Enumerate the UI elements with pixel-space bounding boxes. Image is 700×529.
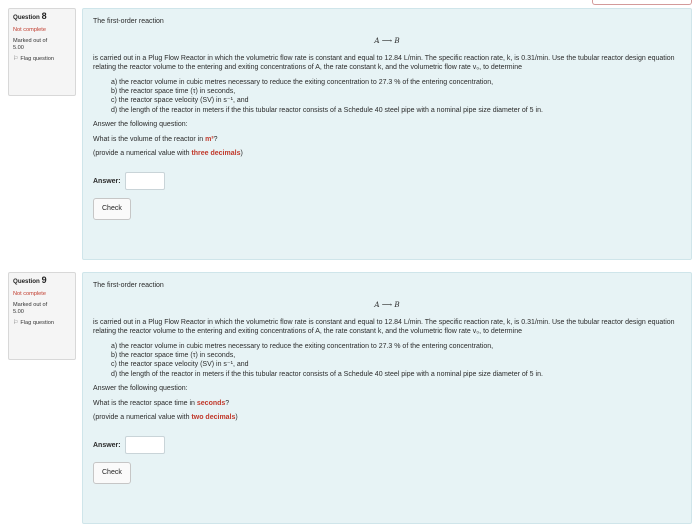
question-content (82, 272, 692, 524)
answer-label: Answer: (93, 441, 121, 449)
precision-note-emphasis: two decimals (191, 414, 236, 422)
precision-note (93, 149, 681, 158)
question-prompt (93, 135, 681, 144)
question-info (8, 272, 76, 360)
task-item: b) the reactor space time (τ) in seconds, (111, 88, 236, 96)
question-status: Not complete (13, 291, 46, 297)
question-prompt-end: ? (213, 135, 218, 143)
precision-note-text: (provide a numerical value with (93, 150, 192, 158)
flag-question-label: Flag question (20, 320, 54, 326)
question-prompt-text: What is the volume of the reactor in (93, 135, 206, 143)
marks-value: 5.00 (13, 309, 24, 315)
reaction-equation: A ⟶ B (374, 36, 400, 46)
task-item: c) the reactor space velocity (SV) in s⁻¹, and (111, 361, 249, 369)
precision-note-end: ) (235, 414, 238, 422)
answer-row (93, 436, 681, 454)
task-item: d) the length of the reactor in meters if the this tubular reactor consists of a Schedule 40 steel pipe with a nominal pipe size diameter of 5 in. (111, 106, 543, 114)
question-prompt-end: ? (225, 399, 230, 407)
answer-input[interactable] (125, 172, 165, 190)
top-edge-box (592, 0, 692, 5)
task-list (93, 78, 681, 116)
task-list (93, 342, 681, 380)
question-prompt-unit: seconds (196, 399, 226, 407)
marked-out-of-label: Marked out of (13, 302, 48, 308)
question-block (8, 8, 692, 260)
flag-icon: ⚐ (13, 56, 19, 62)
precision-note-end: ) (240, 150, 243, 158)
flag-icon: ⚐ (13, 320, 19, 326)
check-button[interactable]: Check (93, 462, 131, 483)
question-number-prefix: Question (13, 14, 40, 21)
question-marks (13, 302, 71, 316)
question-number-value: 8 (41, 11, 47, 21)
flag-question-link[interactable] (13, 56, 71, 63)
flag-question-link[interactable] (13, 320, 71, 327)
question-content (82, 8, 692, 260)
question-prompt (93, 399, 681, 408)
followup-text: Answer the following question: (93, 121, 188, 129)
task-item: a) the reactor volume in cubic metres necessary to reduce the exiting concentration to 27.3 % of the entering concentration, (111, 78, 494, 86)
flag-question-label: Flag question (20, 56, 54, 62)
answer-row (93, 172, 681, 190)
question-intro: The first-order reaction (93, 282, 164, 289)
answer-input[interactable] (125, 436, 165, 454)
followup-text: Answer the following question: (93, 385, 188, 393)
question-prompt-text: What is the reactor space time in (93, 399, 197, 407)
question-info (8, 8, 76, 96)
marks-value: 5.00 (13, 45, 24, 51)
question-description: is carried out in a Plug Flow Reactor in which the volumetric flow rate is constant and equal to 12.84 L/min. The specific reaction rate, k, is 0.31/min. Use the tubular reactor design equation relating the reactor volume to the entering and exiting concentrations of A, the rate constant k, and the volumetric flow rate v₀, to determine (93, 54, 675, 72)
question-intro: The first-order reaction (93, 18, 164, 25)
task-item: c) the reactor space velocity (SV) in s⁻¹, and (111, 97, 249, 105)
question-number-value: 9 (41, 275, 47, 285)
marked-out-of-label: Marked out of (13, 38, 48, 44)
reaction-equation: A ⟶ B (374, 300, 400, 310)
precision-note-emphasis: three decimals (191, 150, 241, 158)
check-button[interactable]: Check (93, 198, 131, 219)
question-number-prefix: Question (13, 278, 40, 285)
answer-label: Answer: (93, 177, 121, 185)
question-marks (13, 38, 71, 52)
precision-note-text: (provide a numerical value with (93, 414, 192, 422)
task-item: b) the reactor space time (τ) in seconds, (111, 352, 236, 360)
question-description: is carried out in a Plug Flow Reactor in which the volumetric flow rate is constant and equal to 12.84 L/min. The specific reaction rate, k, is 0.31/min. Use the tubular reactor design equation relating the reactor volume to the entering and exiting concentrations of A, the rate constant k, and the volumetric flow rate v₀, to determine (93, 318, 675, 336)
question-number (13, 13, 71, 21)
question-block (8, 272, 692, 524)
question-number (13, 277, 71, 285)
task-item: a) the reactor volume in cubic metres necessary to reduce the exiting concentration to 27.3 % of the entering concentration, (111, 342, 494, 350)
question-status: Not complete (13, 27, 46, 33)
task-item: d) the length of the reactor in meters if the this tubular reactor consists of a Schedule 40 steel pipe with a nominal pipe size diameter of 5 in. (111, 370, 543, 378)
precision-note (93, 413, 681, 422)
question-prompt-unit: m³ (205, 135, 214, 143)
